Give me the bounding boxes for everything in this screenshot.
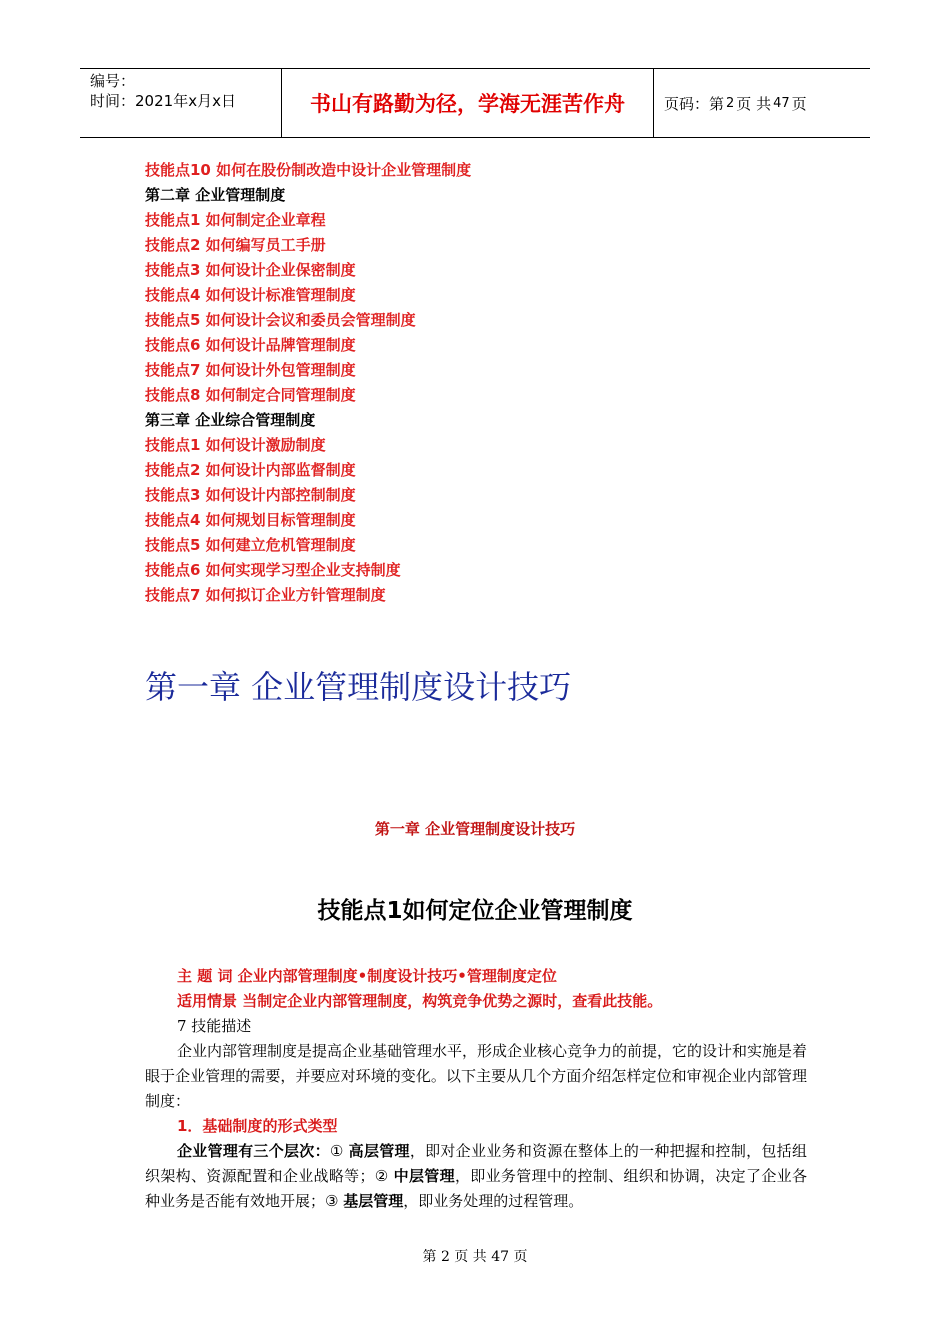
toc-skill-item: 技能点8 如何制定合同管理制度 <box>145 386 356 404</box>
toc-skill-item: 技能点1 如何制定企业章程 <box>145 211 326 229</box>
toc-skill-item: 技能点7 如何设计外包管理制度 <box>145 361 356 379</box>
circled-one: ① <box>329 1142 344 1160</box>
toc-skill-item: 技能点6 如何设计品牌管理制度 <box>145 336 356 354</box>
header-meta <box>80 69 282 137</box>
page-label: 页码：第 <box>664 94 725 113</box>
level-high-desc: ，即对企业业务和资源在整体上的一种把握和控制，包括组织架构、资源配置和企业战略等； <box>145 1142 807 1185</box>
paragraph-intro: 企业内部管理制度是提高企业基础管理水平，形成企业核心竞争力的前提，它的设计和实施是着眼于企业管理的需要，并要应对环境的变化。以下主要从几个方面介绍怎样定位和审视企业内部管理制度： <box>145 1042 808 1110</box>
table-of-contents <box>145 158 845 608</box>
chapter-subtitle: 第一章 企业管理制度设计技巧 <box>374 820 576 838</box>
skill-title: 技能点1如何定位企业管理制度 <box>317 898 633 924</box>
level-high: 高层管理 <box>348 1142 410 1160</box>
serial-label: 编号： <box>90 72 136 90</box>
header-table <box>80 68 870 138</box>
time-line <box>90 91 281 111</box>
toc-skill-item: 技能点6 如何实现学习型企业支持制度 <box>145 561 401 579</box>
page-end: 页 <box>791 94 807 113</box>
paragraph-levels <box>145 1139 807 1214</box>
level-mid: 中层管理 <box>393 1167 455 1185</box>
toc-skill-item: 技能点2 如何编写员工手册 <box>145 236 326 254</box>
page-mid: 页 共 <box>736 94 772 113</box>
scenario-line: 适用情景 当制定企业内部管理制度，构筑竞争优势之源时，查看此技能。 <box>177 992 663 1010</box>
circled-three: ③ <box>325 1192 339 1210</box>
body-content <box>145 964 807 1214</box>
toc-chapter: 第二章 企业管理制度 <box>145 186 286 204</box>
level-mid-desc: ，即业务管理中的控制、组织和协调，决定了企业各种业务是否能有效地开展； <box>145 1167 807 1210</box>
toc-chapter: 第三章 企业综合管理制度 <box>145 411 316 429</box>
page-footer: 第 2 页 共 47 页 <box>422 1249 528 1265</box>
toc-skill-item: 技能点4 如何规划目标管理制度 <box>145 511 356 529</box>
total-pages: 47 <box>773 95 790 111</box>
header-page-info <box>654 69 870 137</box>
toc-skill-item: 技能点3 如何设计企业保密制度 <box>145 261 356 279</box>
toc-skill-item: 技能点10 如何在股份制改造中设计企业管理制度 <box>145 161 472 179</box>
toc-skill-item: 技能点4 如何设计标准管理制度 <box>145 286 356 304</box>
page-number: 2 <box>726 95 735 111</box>
toc-skill-item: 技能点5 如何设计会议和委员会管理制度 <box>145 311 416 329</box>
time-value: 2021年x月x日 <box>135 92 236 110</box>
header-motto: 书山有路勤为径，学海无涯苦作舟 <box>282 69 654 137</box>
circled-two: ② <box>374 1167 389 1185</box>
toc-skill-item: 技能点1 如何设计激励制度 <box>145 436 326 454</box>
toc-skill-item: 技能点5 如何建立危机管理制度 <box>145 536 356 554</box>
toc-skill-item: 技能点7 如何拟订企业方针管理制度 <box>145 586 386 604</box>
section-heading: 1．基础制度的形式类型 <box>177 1117 338 1135</box>
toc-skill-item: 技能点3 如何设计内部控制制度 <box>145 486 356 504</box>
toc-skill-item: 技能点2 如何设计内部监督制度 <box>145 461 356 479</box>
time-label: 时间： <box>90 92 136 110</box>
chapter-title: 第一章 企业管理制度设计技巧 <box>145 668 572 706</box>
levels-lead: 企业管理有三个层次： <box>177 1142 330 1160</box>
keywords-line: 主 题 词 企业内部管理制度•制度设计技巧•管理制度定位 <box>177 967 557 985</box>
level-base-desc: ，即业务处理的过程管理。 <box>403 1192 584 1210</box>
level-base: 基层管理 <box>343 1192 404 1210</box>
desc-heading: 7 技能描述 <box>177 1017 252 1035</box>
